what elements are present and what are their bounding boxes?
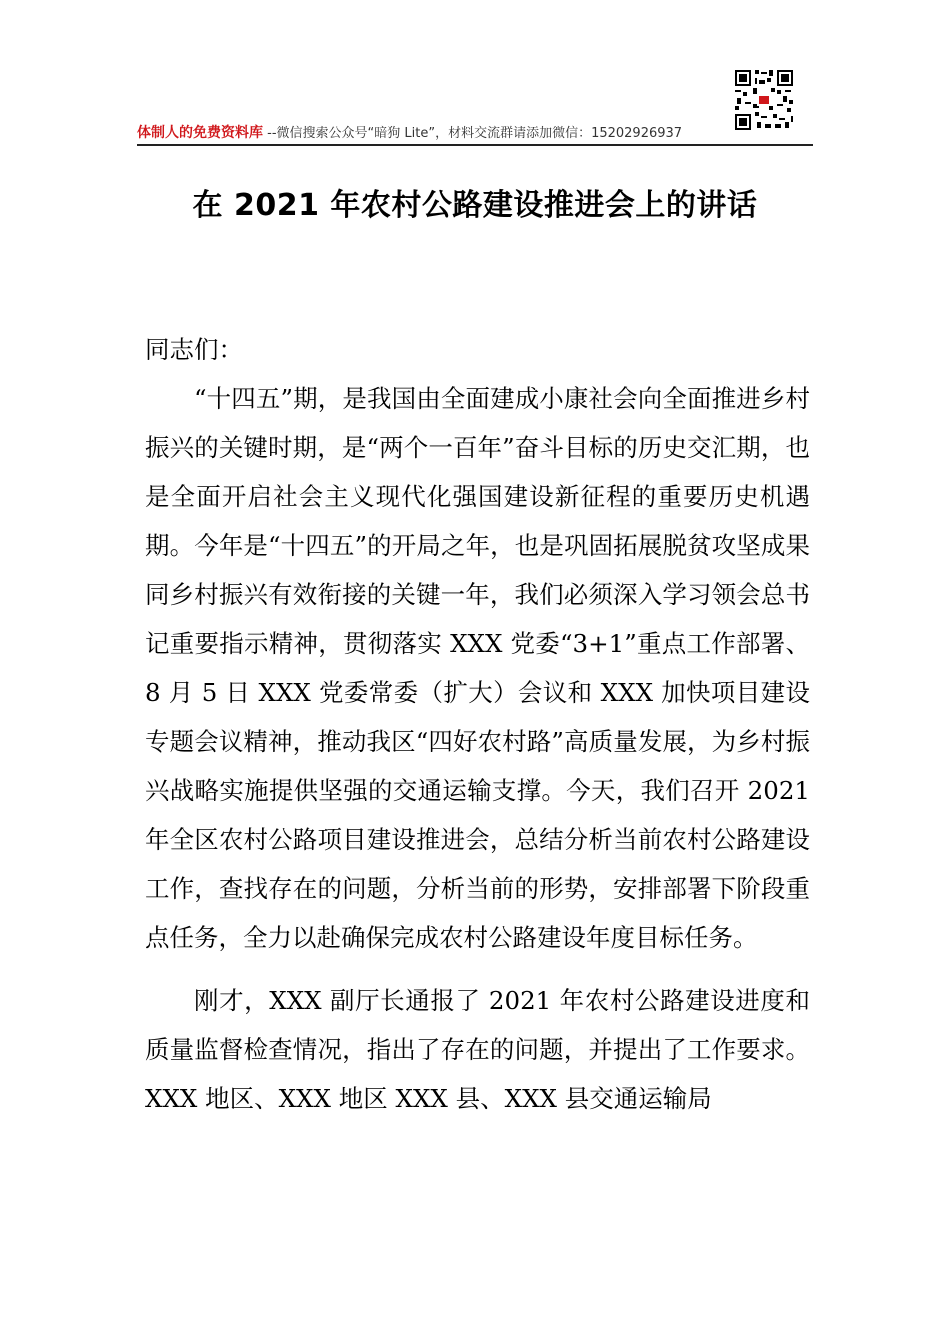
document-body xyxy=(145,325,810,1123)
salutation: 同志们： xyxy=(145,335,243,364)
header-subtitle: --微信搜索公众号“暗狗 Lite”，材料交流群请添加微信：15202926937 xyxy=(263,126,683,141)
document-title: 在 2021 年农村公路建设推进会上的讲话 xyxy=(192,188,758,223)
body-paragraph: “十四五”期，是我国由全面建成小康社会向全面推进乡村振兴的关键时期，是“两个一百年”奋斗目标的历史交汇期，也是全面开启社会主义现代化强国建设新征程的重要历史机遇期。今年是“十四五”的开局之年，也是巩固拓展脱贫攻坚成果同乡村振兴有效衔接的关键一年，我们必须深入学习领会总书记重要指示精神，贯彻落实 XXX 党委“3+1”重点工作部署、8 月 5 日 XXX 党委常委（扩大）会议和 XXX 加快项目建设专题会议精神，推动我区“四好农村路”高质量发展，为乡村振兴战略实施提供坚强的交通运输支撑。今天，我们召开 2021 年全区农村公路项目建设推进会，总结分析当前农村公路建设工作，查找存在的问题，分析当前的形势，安排部署下阶段重点任务，全力以赴确保完成农村公路建设年度目标任务。 xyxy=(145,384,810,952)
page-header xyxy=(137,68,813,146)
header-source-line xyxy=(137,124,813,143)
body-paragraph: 刚才，XXX 副厅长通报了 2021 年农村公路建设进度和质量监督检查情况，指出了存在的问题，并提出了工作要求。XXX 地区、XXX 地区 XXX 县、XXX 县交通运输局 xyxy=(145,986,810,1113)
header-brand: 体制人的免费资料库 xyxy=(137,125,263,141)
qr-code-icon[interactable] xyxy=(733,68,795,132)
header-divider xyxy=(137,144,813,146)
